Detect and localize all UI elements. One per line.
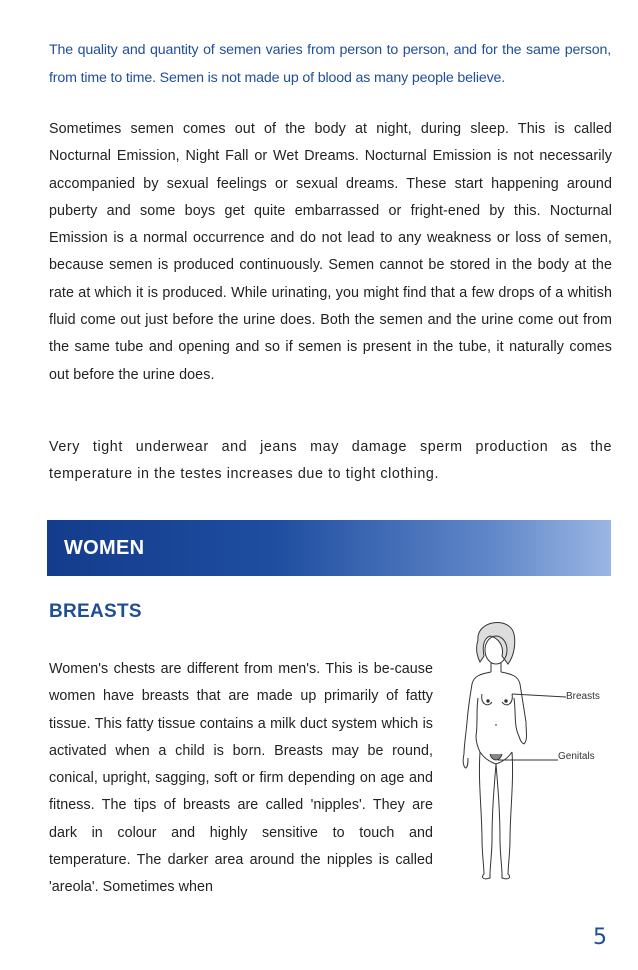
tight-clothing-paragraph: Very tight underwear and jeans may damage sperm production as the temperature in the testes increases due to tight clothing. [49,439,612,483]
intro-paragraph: The quality and quantity of semen varies from person to person, and for the same person, from time to time. Semen is not made up of blood as many people believe. [49,42,611,86]
genitals-label: Genitals [558,751,595,762]
section-banner [47,520,611,576]
banner-title: WOMEN [64,537,145,559]
section-heading: BREASTS [49,601,142,622]
page-number: 5 [593,925,607,950]
breasts-label: Breasts [566,691,600,702]
nocturnal-emission-paragraph: Sometimes semen comes out of the body at night, during sleep. This is called Nocturnal Emission, Night Fall or Wet Dreams. Nocturnal Emission is not necessarily accompanied by sexual feelings or sexual dreams. These start happening around puberty and some boys get quite embarrassed or fright-ened by this. Nocturnal Emission is a normal occurrence and do not lead to any weakness or loss of semen, because semen is produced continuously. Semen cannot be stored in the body at the rate at which it is produced. While urinating, you might find that a few drops of a whitish fluid come out just before the urine does. Both the semen and the urine come out from the same tube and opening and so if semen is present in the tube, it naturally comes out before the urine does. [49,121,612,383]
breasts-paragraph: Women's chests are different from men's. This is be-cause women have breasts that are made up primarily of fatty tissue. This fatty tissue contains a milk duct system which is activated when a child is born. Breasts may be round, conical, upright, sagging, soft or firm depending on age and fitness. The tips of breasts are called 'nipples'. They are dark in colour and highly sensitive to touch and temperature. The darker area around the nipples is called 'areola'. Sometimes when [49,661,433,896]
female-anatomy-figure [440,612,620,892]
